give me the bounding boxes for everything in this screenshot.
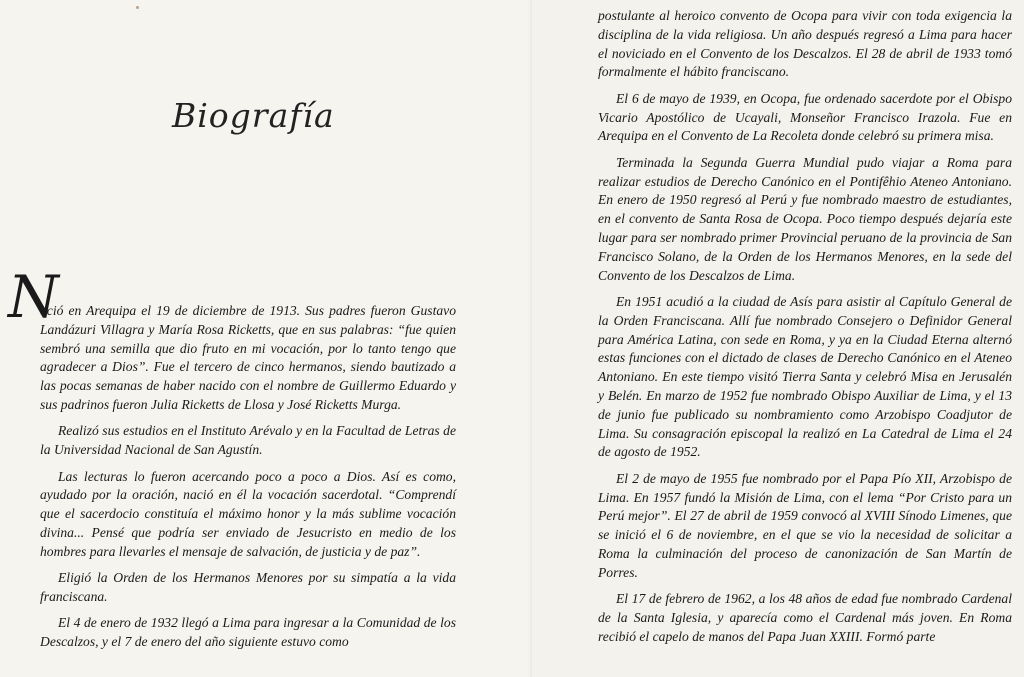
drop-cap: N	[8, 263, 59, 331]
paragraph: postulante al heroico convento de Ocopa para vivir con toda exigencia la disciplina de la vida religiosa. Un año después regresó a Lima para hacer el noviciado en el Convento de los Descalzos. El 28 de abril de 1933 tomó formalmente el hábito franciscano.	[598, 8, 1012, 80]
right-body-text	[598, 7, 1012, 654]
left-body-text	[40, 302, 456, 660]
paragraph: ació en Arequipa el 19 de diciembre de 1913. Sus padres fueron Gustavo Landázuri Villagra y María Rosa Ricketts, que en sus palabras: “fue quien sembró una semilla que dio fruto en mi vocación, por lo tanto tengo que agradecer a Dios”. Fue el tercero de cinco hermanos, siendo bautizado a las pocas semanas de haber nacido con el nombre de Guillermo Eduardo y sus padrinos fueron Julia Ricketts de Llosa y José Ricketts Murga.	[40, 303, 456, 412]
paragraph: Terminada la Segunda Guerra Mundial pudo viajar a Roma para realizar estudios de Derecho Canónico en el Pontifêhio Ateneo Antoniano. En enero de 1950 regresó al Perú y fue nombrado maestro de estudiantes, en el convento de Santa Rosa de Ocopa. Poco tiempo después dejaría este lugar para ser nombrado primer Provincial peruano de la provincia de San Francisco Solano, de la Orden de los Hermanos Menores, en la sede del Convento de los Descalzos de Lima.	[598, 154, 1012, 283]
paragraph: Realizó sus estudios en el Instituto Arévalo y en la Facultad de Letras de la Universidad Nacional de San Agustín.	[40, 423, 456, 458]
paragraph: El 17 de febrero de 1962, a los 48 años de edad fue nombrado Cardenal de la Santa Iglesia, y aparecía como el Cardenal más joven. En Roma recibió el capelo de manos del Papa Juan XXIII. Formó parte	[598, 591, 1012, 644]
paragraph: Eligió la Orden de los Hermanos Menores por su simpatía a la vida franciscana.	[40, 570, 456, 604]
paragraph: El 4 de enero de 1932 llegó a Lima para ingresar a la Comunidad de los Descalzos, y el 7 de enero del año siguiente estuvo como	[40, 615, 456, 650]
paragraph: El 6 de mayo de 1939, en Ocopa, fue ordenado sacerdote por el Obispo Vicario Apostólico de Ucayali, Monseñor Francisco Irazola. Fue en Arequipa en el Convento de La Recoleta donde celebró su primera misa.	[598, 90, 1012, 144]
paper-speck	[136, 6, 139, 9]
page-title: Biografía	[172, 96, 335, 135]
paragraph: Las lecturas lo fueron acercando poco a poco a Dios. Así es como, ayudado por la oración, nació en él la vocación sacerdotal. “Comprendí que el sacerdocio constituía el máximo honor y la más sublime vocación divina... Pensé que podría ser enviado de Jesucristo en medio de los hombres para llevarles el mensaje de salvación, de justicia y de paz”.	[40, 468, 456, 559]
paragraph: El 2 de mayo de 1955 fue nombrado por el Papa Pío XII, Arzobispo de Lima. En 1957 fundó la Misión de Lima, con el lema “Por Cristo para un Perú mejor”. El 27 de abril de 1959 convocó al XVIII Sínodo Limenes, que se inició el 6 de noviembre, en el que se vio la necesidad de solicitar a Roma la culminación del proceso de canonización de San Martín de Porres.	[598, 470, 1012, 580]
paragraph: En 1951 acudió a la ciudad de Asís para asistir al Capítulo General de la Orden Franciscana. Allí fue nombrado Consejero o Definidor General para América Latina, con sede en Roma, y ya en la Ciudad Eterna alternó estas funciones con el dictado de clases de Derecho Canónico en el Ateneo Antoniano. En este tiempo visitó Tierra Santa y celebró Misa en Jerusalén y Belén. En marzo de 1952 fue nombrado Obispo Auxiliar de Lima, y el 13 de junio fue publicado su nombramiento como Arzobispo Coadjutor de Lima. Su consagración episcopal la realizó en La Catedral de Lima el 24 de agosto de 1952.	[598, 293, 1012, 460]
